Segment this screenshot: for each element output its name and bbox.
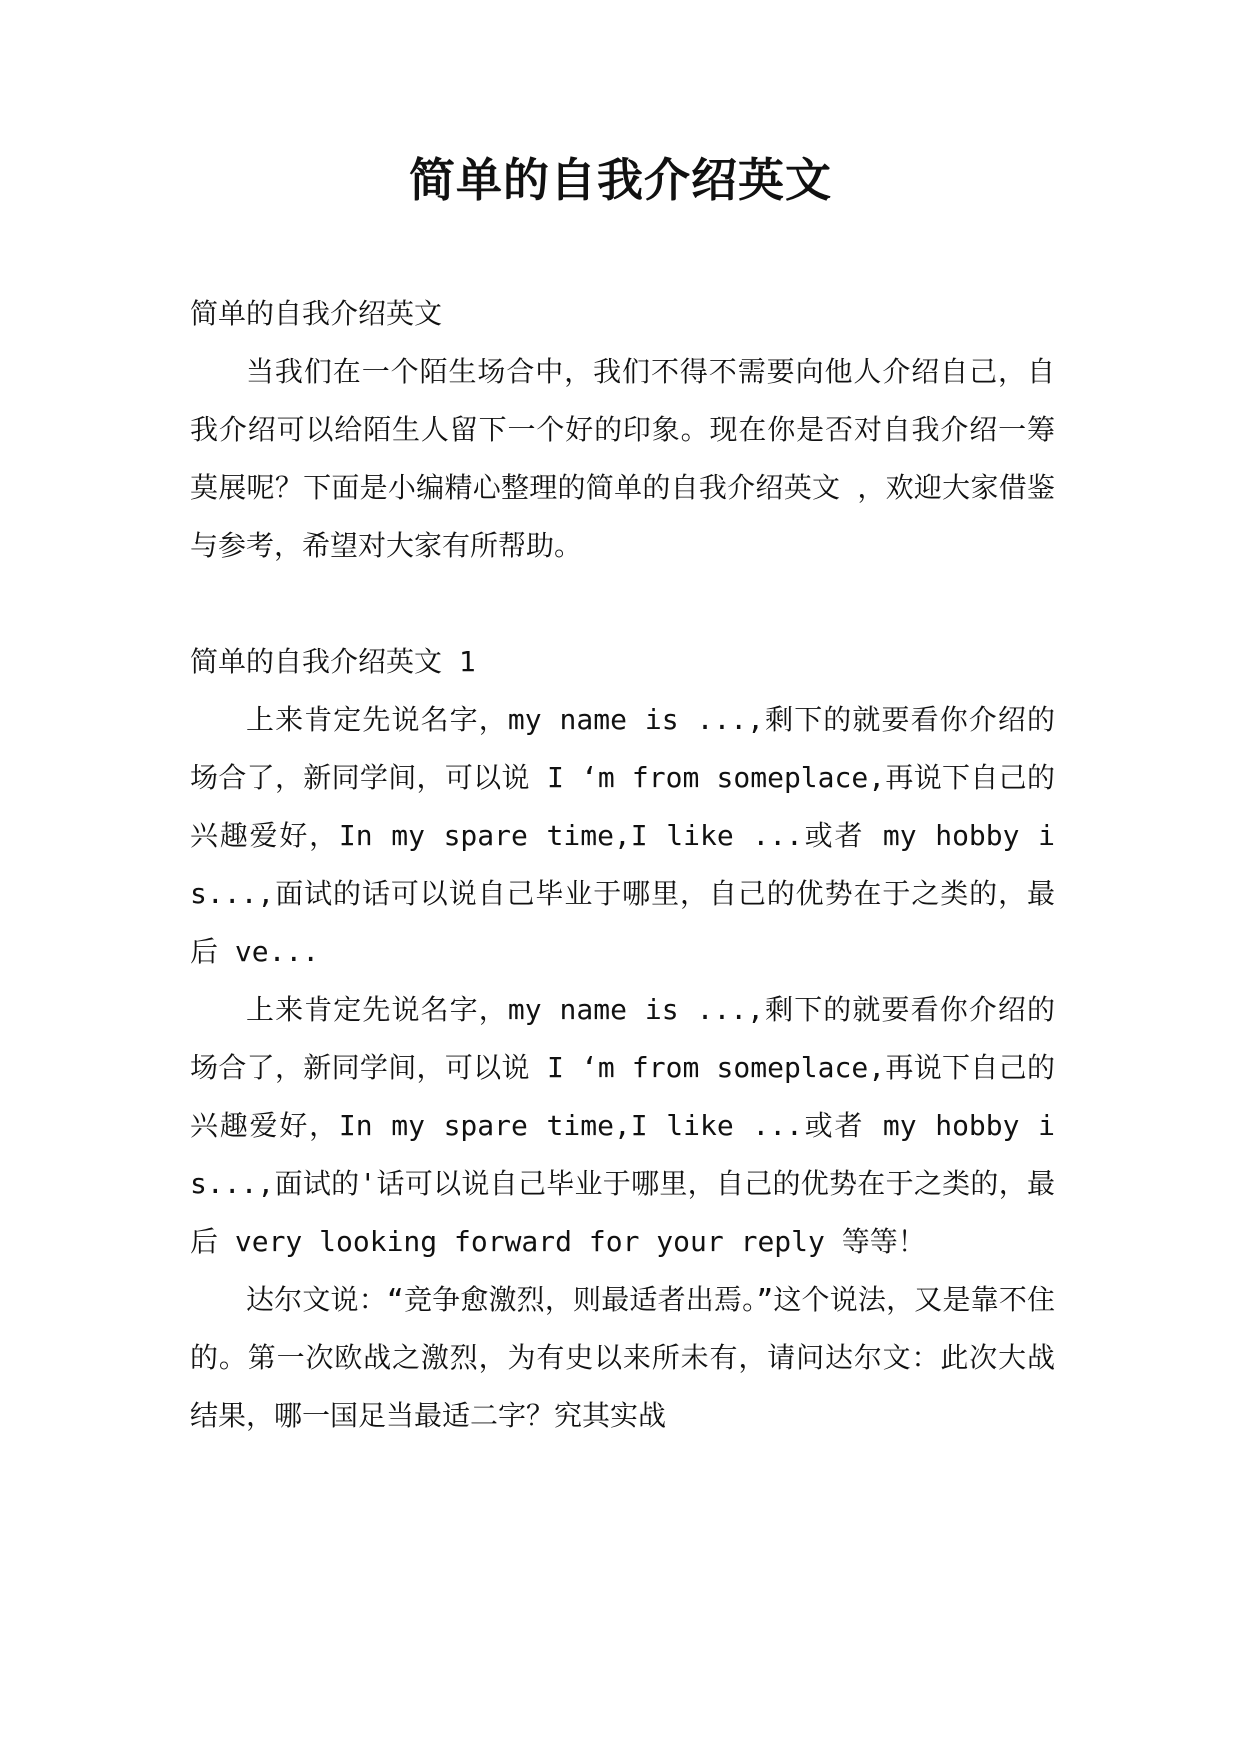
section-1-paragraph-3: 达尔文说：“竞争愈激烈，则最适者出焉。”这个说法，又是靠不住的。第一次欧战之激烈，为有史以来所未有，请问达尔文：此次大战结果，哪一国足当最适二字？究其实战 <box>190 1283 1055 1432</box>
document-body <box>190 285 1055 1445</box>
document-title: 简单的自我介绍英文 <box>409 153 832 207</box>
section-heading-1: 简单的自我介绍英文 1 <box>190 645 476 678</box>
section-1-paragraph-1: 上来肯定先说名字，my name is ...,剩下的就要看你介绍的场合了，新同学间，可以说 I ‘m from someplace,再说下自己的兴趣爱好，In my spare time,I like ...或者 my hobby is...,面试的话可以说自己毕业于哪里，自己的优势在于之类的，最后 ve... <box>190 703 1055 968</box>
intro-paragraph: 当我们在一个陌生场合中，我们不得不需要向他人介绍自己，自我介绍可以给陌生人留下一个好的印象。现在你是否对自我介绍一筹莫展呢？下面是小编精心整理的简单的自我介绍英文 ，欢迎大家借鉴与参考，希望对大家有所帮助。 <box>190 355 1055 562</box>
intro-heading: 简单的自我介绍英文 <box>190 297 443 330</box>
paragraph-spacer <box>190 575 1055 633</box>
section-1-paragraph-2: 上来肯定先说名字，my name is ...,剩下的就要看你介绍的场合了，新同学间，可以说 I ‘m from someplace,再说下自己的兴趣爱好，In my spare time,I like ...或者 my hobby is...,面试的'话可以说自己毕业于哪里，自己的优势在于之类的，最后 very looking forward for your reply 等等！ <box>190 993 1055 1258</box>
